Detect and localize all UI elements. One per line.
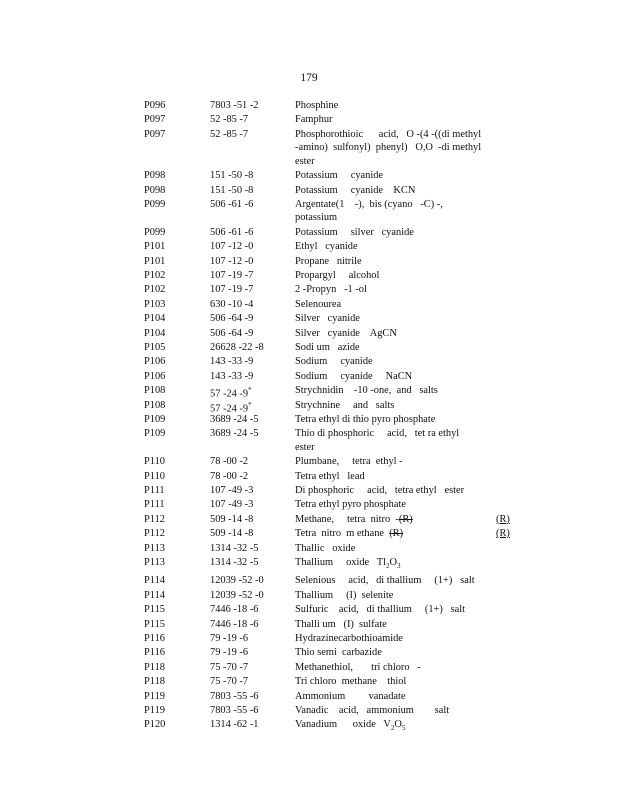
- chemical-name-text: Hydrazinecarbothioamide: [295, 632, 403, 644]
- waste-code: P113: [144, 542, 165, 554]
- table-row: [144, 556, 524, 574]
- cas-number-text: 506 -61 -6: [210, 198, 254, 210]
- cas-number: [210, 589, 264, 603]
- cas-number: [210, 718, 258, 732]
- chemical-name: [295, 169, 485, 183]
- cas-number: [210, 355, 253, 369]
- cas-number-text: 78 -00 -2: [210, 470, 249, 482]
- chemical-name-text: Phosphorothioic acid, O -(4 -((di methyl -amino) sulfonyl) phenyl) O,O -di methyl ester: [295, 128, 489, 167]
- formula-subscript: 5: [401, 724, 406, 733]
- cas-number-text: 7803 -55 -6: [210, 690, 259, 702]
- chemical-name-text: Propargyl alcohol: [295, 270, 380, 282]
- cas-number: [210, 99, 258, 113]
- cas-number: [210, 455, 248, 469]
- waste-code: P106: [144, 356, 166, 368]
- table-row: [144, 312, 524, 326]
- waste-code: P118: [144, 676, 165, 688]
- chemical-name-text: Silver cyanide: [295, 313, 360, 325]
- cas-number-text: 107 -19 -7: [210, 284, 254, 296]
- footnote-marker: *: [248, 400, 252, 409]
- chemical-name-text: Argentate(1 -), bis (cyano -C) -, potassium: [295, 198, 446, 224]
- chemical-name-text: Thio semi carbazide: [295, 647, 382, 659]
- cas-number-text: 107 -12 -0: [210, 241, 254, 253]
- cas-number-text: 12039 -52 -0: [210, 589, 264, 601]
- cas-number: [210, 484, 253, 498]
- chemical-name: [295, 384, 485, 398]
- waste-code: P112: [144, 528, 165, 540]
- cas-number: [210, 556, 258, 570]
- table-row: [144, 198, 524, 225]
- cas-number-text: 151 -50 -8: [210, 170, 254, 182]
- chemical-name: [295, 484, 485, 498]
- waste-code: P119: [144, 690, 165, 702]
- table-row: [144, 427, 524, 454]
- table-row: [144, 542, 524, 556]
- chemical-name-text: Selenious acid, di thallium (1+) salt: [295, 575, 475, 587]
- cas-number: [210, 527, 253, 541]
- waste-code: P113: [144, 556, 165, 568]
- table-row: [144, 370, 524, 384]
- cas-number-text: 506 -61 -6: [210, 226, 254, 238]
- chemical-name-text: Phosphine: [295, 100, 339, 111]
- chemical-name-text: Silver cyanide AgCN: [295, 327, 397, 339]
- cas-number-text: 3689 -24 -5: [210, 413, 259, 425]
- chemical-name-text: Sodi um azide: [295, 341, 360, 353]
- cas-number-text: 143 -33 -9: [210, 370, 254, 382]
- chemical-name: [295, 399, 485, 413]
- cas-number: [210, 184, 253, 198]
- formula-subscript: 2: [390, 724, 395, 733]
- chemical-name: [295, 283, 485, 297]
- cas-number-text: 107 -49 -3: [210, 499, 254, 511]
- chemical-name-text: Sodium cyanide: [295, 356, 373, 368]
- waste-code: P105: [144, 341, 166, 353]
- chemical-name: [295, 589, 485, 603]
- table-row: [144, 240, 524, 254]
- cas-number: [210, 327, 253, 341]
- struck-hazard-code: (R): [398, 513, 413, 525]
- table-row: [144, 184, 524, 198]
- cas-number-text: 151 -50 -8: [210, 184, 254, 196]
- table-row: [144, 99, 524, 113]
- table-row: [144, 603, 524, 617]
- waste-code: P101: [144, 241, 166, 253]
- cas-number-text: 506 -64 -9: [210, 327, 254, 339]
- table-row: [144, 283, 524, 297]
- cas-number-text: 7803 -55 -6: [210, 704, 259, 716]
- chemical-name: [295, 355, 485, 369]
- chemical-name: [295, 184, 485, 198]
- waste-code: P110: [144, 470, 165, 482]
- chemical-name-text: Vanadium oxide V: [295, 719, 391, 731]
- cas-number-text: 75 -70 -7: [210, 661, 249, 673]
- waste-code: P111: [144, 499, 165, 511]
- table-row: [144, 574, 524, 588]
- table-row: [144, 470, 524, 484]
- waste-code: P114: [144, 589, 165, 601]
- cas-number-text: 57 -24 -9: [210, 403, 249, 414]
- chemical-name: [295, 226, 485, 240]
- chemical-name-text: Ethyl cyanide: [295, 241, 358, 253]
- waste-code: P103: [144, 298, 166, 310]
- cas-number: [210, 128, 248, 142]
- chemical-name: [295, 675, 485, 689]
- struck-hazard-code: (R): [389, 528, 404, 540]
- cas-number-text: 78 -00 -2: [210, 456, 249, 468]
- cas-number-text: 7446 -18 -6: [210, 604, 259, 616]
- waste-code: P104: [144, 313, 166, 325]
- table-row: [144, 169, 524, 183]
- cas-number: [210, 603, 258, 617]
- chemical-name: [295, 312, 485, 326]
- cas-number: [210, 513, 253, 527]
- waste-code: P102: [144, 270, 166, 282]
- cas-number: [210, 226, 253, 240]
- chemical-name-text: Tri chloro methane thiol: [295, 676, 407, 688]
- chemical-name-text: Potassium silver cyanide: [295, 226, 414, 238]
- cas-number-text: 52 -85 -7: [210, 114, 249, 126]
- waste-code: P097: [144, 128, 166, 140]
- chemical-name: [295, 632, 485, 646]
- cas-number: [210, 198, 253, 212]
- table-row: [144, 513, 524, 527]
- chemical-name-text: Strychnine and salts: [295, 399, 395, 411]
- chemical-name: [295, 455, 485, 469]
- chemical-name-text: Methanethiol, tri chloro -: [295, 661, 421, 673]
- chemical-name-text: Tetra nitro m ethane: [295, 528, 390, 540]
- waste-code: P102: [144, 284, 166, 296]
- waste-code: P115: [144, 618, 165, 630]
- table-row: [144, 704, 524, 718]
- cas-number-text: 630 -10 -4: [210, 298, 254, 310]
- cas-number: [210, 542, 258, 556]
- hazard-code: (R): [496, 528, 510, 540]
- cas-number-text: 1314 -62 -1: [210, 719, 259, 731]
- chemical-name-text: Thio di phosphoric acid, tet ra ethyl ester: [295, 428, 467, 453]
- formula-element: O: [389, 556, 398, 568]
- chemical-name: [295, 413, 485, 427]
- table-row: [144, 718, 524, 736]
- waste-code: P109: [144, 413, 166, 425]
- cas-number-text: 79 -19 -6: [210, 632, 249, 644]
- waste-code: P110: [144, 456, 165, 468]
- waste-code-table: [144, 99, 524, 737]
- chemical-name: [295, 255, 485, 269]
- cas-number-text: 1314 -32 -5: [210, 542, 259, 554]
- cas-number: [210, 298, 253, 312]
- chemical-name-text: Tetra ethyl lead: [295, 470, 365, 482]
- table-row: [144, 113, 524, 127]
- chemical-name: [295, 704, 485, 718]
- chemical-name-text: Selenourea: [295, 298, 342, 310]
- chemical-name-text: 2 -Propyn -1 -ol: [295, 284, 367, 296]
- cas-number-text: 1314 -32 -5: [210, 556, 259, 568]
- chemical-name: [295, 618, 485, 632]
- cas-number-text: 79 -19 -6: [210, 647, 249, 659]
- cas-number: [210, 498, 253, 512]
- waste-code: P098: [144, 184, 166, 196]
- table-row: [144, 646, 524, 660]
- waste-code: P118: [144, 661, 165, 673]
- chemical-name-text: Tetra ethyl di thio pyro phosphate: [295, 413, 436, 425]
- cas-number-text: 107 -49 -3: [210, 484, 254, 496]
- chemical-name-text: Sodium cyanide NaCN: [295, 370, 413, 382]
- formula-element: O: [394, 719, 402, 731]
- table-row: [144, 589, 524, 603]
- chemical-name: [295, 527, 485, 541]
- waste-code: P104: [144, 327, 166, 339]
- cas-number: [210, 574, 264, 588]
- cas-number-text: 7803 -51 -2: [210, 100, 259, 111]
- table-row: [144, 355, 524, 369]
- chemical-name: [295, 542, 485, 556]
- cas-number: [210, 341, 264, 355]
- waste-code: P099: [144, 198, 166, 210]
- chemical-name-text: Vanadic acid, ammonium salt: [295, 704, 450, 716]
- waste-code: P119: [144, 704, 165, 716]
- chemical-name-text: Potassium cyanide KCN: [295, 184, 416, 196]
- table-row: [144, 341, 524, 355]
- chemical-name: [295, 327, 485, 341]
- table-row: [144, 269, 524, 283]
- table-row: [144, 498, 524, 512]
- cas-number-text: 509 -14 -8: [210, 513, 254, 525]
- chemical-name: [295, 370, 485, 384]
- chemical-name: [295, 128, 489, 169]
- cas-number-text: 7446 -18 -6: [210, 618, 259, 630]
- table-row: [144, 128, 524, 169]
- table-row: [144, 618, 524, 632]
- cas-number-text: 26628 -22 -8: [210, 341, 264, 353]
- chemical-name: [295, 341, 485, 355]
- table-row: [144, 399, 524, 413]
- chemical-name: [295, 513, 485, 527]
- chemical-name: [295, 556, 485, 574]
- cas-number: [210, 240, 253, 254]
- chemical-name-text: Di phosphoric acid, tetra ethyl ester: [295, 484, 465, 496]
- cas-number: [210, 169, 253, 183]
- chemical-name: [295, 427, 485, 454]
- cas-number-text: 57 -24 -9: [210, 388, 249, 400]
- chemical-name-text: Tetra ethyl pyro phosphate: [295, 499, 406, 511]
- chemical-name: [295, 603, 485, 617]
- cas-number: [210, 427, 258, 441]
- chemical-name: [295, 298, 485, 312]
- cas-number-text: 52 -85 -7: [210, 128, 249, 140]
- cas-number: [210, 312, 253, 326]
- waste-code: P115: [144, 604, 165, 616]
- cas-number: [210, 618, 258, 632]
- chemical-name-text: Plumbane, tetra ethyl -: [295, 456, 403, 468]
- cas-number: [210, 370, 253, 384]
- hazard-code: (R): [496, 513, 510, 525]
- chemical-name: [295, 240, 485, 254]
- chemical-name: [295, 574, 485, 588]
- chemical-name: [295, 113, 485, 127]
- chemical-name-text: Thalli um (I) sulfate: [295, 618, 387, 630]
- chemical-name: [295, 718, 485, 736]
- chemical-name-text: Ammonium vanadate: [295, 690, 406, 702]
- table-row: [144, 661, 524, 675]
- chemical-name: [295, 498, 485, 512]
- chemical-name-text: Methane, tetra nitro -: [295, 513, 399, 525]
- waste-code: P096: [144, 100, 166, 111]
- chemical-name: [295, 269, 485, 283]
- cas-number: [210, 632, 248, 646]
- cas-number: [210, 646, 248, 660]
- chemical-name-text: Thallic oxide: [295, 542, 356, 554]
- cas-number: [210, 413, 258, 427]
- chemical-name-text: Potassium cyanide: [295, 170, 384, 182]
- cas-number-text: 509 -14 -8: [210, 528, 254, 540]
- table-row: [144, 226, 524, 240]
- waste-code: P098: [144, 170, 166, 182]
- table-row: [144, 675, 524, 689]
- chemical-name: [295, 470, 485, 484]
- chemical-name-text: Famphur: [295, 114, 333, 126]
- chemical-name: [295, 661, 485, 675]
- table-row: [144, 327, 524, 341]
- waste-code: P106: [144, 370, 166, 382]
- cas-number-text: 506 -64 -9: [210, 313, 254, 325]
- waste-code: P109: [144, 428, 166, 440]
- table-row: [144, 255, 524, 269]
- table-row: [144, 484, 524, 498]
- table-row: [144, 298, 524, 312]
- chemical-name: [295, 99, 485, 113]
- chemical-name: [295, 646, 485, 660]
- table-row: [144, 690, 524, 704]
- waste-code: P099: [144, 226, 166, 238]
- cas-number: [210, 690, 258, 704]
- waste-code: P111: [144, 484, 165, 496]
- chemical-name-text: Thallium (I) selenite: [295, 589, 394, 601]
- cas-number-text: 143 -33 -9: [210, 356, 254, 368]
- waste-code: P108: [144, 385, 166, 397]
- cas-number: [210, 470, 248, 484]
- waste-code: P112: [144, 513, 165, 525]
- formula-subscript: 3: [397, 562, 401, 571]
- cas-number-text: 75 -70 -7: [210, 676, 249, 688]
- waste-code: P101: [144, 255, 166, 267]
- cas-number: [210, 661, 248, 675]
- page-number: 179: [300, 72, 318, 84]
- chemical-name-text: Sulfuric acid, di thallium (1+) salt: [295, 604, 466, 616]
- chemical-name: [295, 198, 485, 225]
- waste-code: P116: [144, 647, 165, 659]
- cas-number: [210, 704, 258, 718]
- waste-code: P116: [144, 632, 165, 644]
- chemical-name-text: Strychnidin -10 -one, and salts: [295, 385, 438, 397]
- chemical-name-text: Propane nitrile: [295, 255, 362, 267]
- table-row: [144, 632, 524, 646]
- waste-code: P114: [144, 575, 165, 587]
- waste-code: P108: [144, 399, 166, 411]
- table-row: [144, 455, 524, 469]
- table-row: [144, 413, 524, 427]
- waste-code: P097: [144, 114, 166, 126]
- cas-number: [210, 283, 253, 297]
- cas-number: [210, 269, 253, 283]
- cas-number-text: 12039 -52 -0: [210, 575, 264, 587]
- table-row: [144, 384, 524, 398]
- formula-subscript: 2: [386, 562, 390, 571]
- chemical-name: [295, 690, 485, 704]
- chemical-name-text: Thallium oxide Tl: [295, 556, 387, 568]
- cas-number-text: 107 -19 -7: [210, 270, 254, 282]
- footnote-marker: *: [248, 386, 252, 395]
- cas-number-text: 107 -12 -0: [210, 255, 254, 267]
- table-row: [144, 527, 524, 541]
- cas-number: [210, 675, 248, 689]
- cas-number-text: 3689 -24 -5: [210, 428, 259, 440]
- waste-code: P120: [144, 719, 166, 731]
- cas-number: [210, 255, 253, 269]
- cas-number: [210, 113, 248, 127]
